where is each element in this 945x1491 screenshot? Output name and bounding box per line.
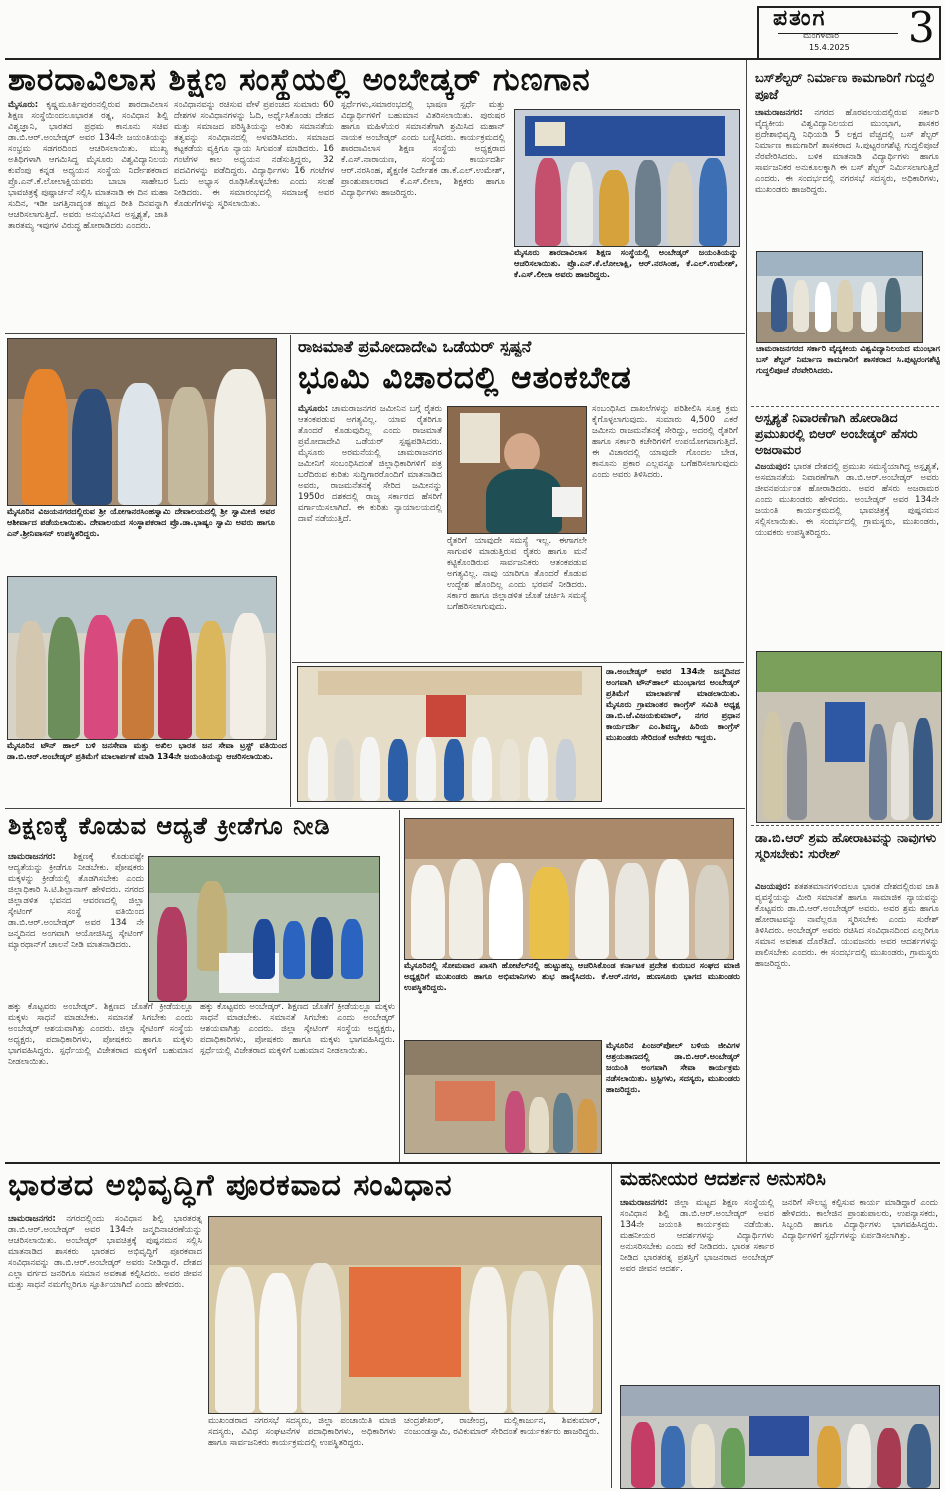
photo-townhall	[7, 576, 277, 740]
photo-shelter	[404, 1040, 602, 1154]
article-dateline: ಮೈಸೂರು:	[8, 100, 39, 110]
masthead-date: 15.4.2025	[809, 43, 850, 52]
article-dateline: ಚಾಮರಾಜನಗರ:	[8, 852, 56, 862]
article-headline: ಶಿಕ್ಷಣಕ್ಕೆ ಕೊಡುವ ಆದ್ಯತೆ ಕ್ರೀಡೆಗೂ ನೀಡಿ	[8, 812, 331, 840]
article-photo-skating	[148, 856, 380, 1002]
article-text-col2: ಜನರಿಗೆ ಸೌಲಭ್ಯ ಕಲ್ಪಿಸುವ ಕಾರ್ಯ ಮಾಡಿದ್ದಾರೆ ಎಂದು ಹೇಳಿದರು. ಕಾಲೇಜಿನ ಪ್ರಾಂಶುಪಾಲರು, ಉಪನ್ಯಾಸಕರು, ಸಿಬ್ಬಂದಿ ಹಾಗೂ ವಿದ್ಯಾರ್ಥಿಗಳು ಭಾಗವಹಿಸಿದ್ದರು. ವಿದ್ಯಾರ್ಥಿಗಳಿಗೆ ಸ್ಪರ್ಧೆಗಳನ್ನು ಏರ್ಪಡಿಸಲಾಗಿತ್ತು.	[782, 1198, 938, 1241]
article-photo-college	[620, 1385, 940, 1489]
photo-congress-statue	[297, 666, 602, 802]
article-text-col1	[8, 100, 168, 332]
article-headline: ಮಹನೀಯರ ಆದರ್ಶನ ಅನುಸರಿಸಿ	[620, 1168, 826, 1190]
article-dateline: ಮೈಸೂರು:	[298, 404, 329, 414]
article-text-col1: ಚಾಮರಾಜನಗರ: ನಗರದಲ್ಲಿಂದು ಸಂವಿಧಾನ ಶಿಲ್ಪಿ ಭಾರತರತ್ನ ಡಾ.ಬಿ.ಆರ್.ಅಂಬೇಡ್ಕರ್ ಅವರ 134ನೇ ಜನ್ಮದಿನಾಚರಣೆಯನ್ನು ಆಚರಿಸಲಾಯಿತು. ಅಂಬೇಡ್ಕರ್ ಭಾವಚಿತ್ರಕ್ಕೆ ಪುಷ್ಪನಮನ ಸಲ್ಲಿಸಿ ಮಾತನಾಡಿದ ಶಾಸಕರು ಭಾರತದ ಅಭಿವೃದ್ಧಿಗೆ ಪೂರಕವಾದ ಸಂವಿಧಾನವನ್ನು ಡಾ.ಬಿ.ಆರ್.ಅಂಬೇಡ್ಕರ್ ಅವರು ನೀಡಿದ್ದಾರೆ. ದೇಶದ ಎಲ್ಲಾ ವರ್ಗದ ಜನರಿಗೂ ಸಮಾನ ಅವಕಾಶ ಕಲ್ಪಿಸಿದರು. ಅವರ ಜೀವನ ಮತ್ತು ಸಾಧನೆ ನಮಗೆಲ್ಲರಿಗೂ ಸ್ಫೂರ್ತಿಯಾಗಿದೆ ಎಂದು ಹೇಳಿದರು.	[8, 1214, 202, 1290]
photo-birthday	[404, 818, 734, 960]
article-dateline: ಚಾಮರಾಜನಗರ:	[755, 108, 803, 118]
article-text-col3: ಸ್ಪರ್ಧೆಗಳು,ಸಮಾರಂಭದಲ್ಲಿ ಭಾಷಣ ಸ್ಪರ್ಧೆ ಮತ್ತು ವಿದ್ಯಾರ್ಥಿಗಳಿಗೆ ಬಹುಮಾನ ವಿತರಿಸಲಾಯಿತು. ಪುರುಷರ ಹಾಗೂ ಮಹಿಳೆಯರ ಸಮಾನತೆಗಾಗಿ ಶ್ರಮಿಸಿದ ಮಹಾನ್ ನಾಯಕ ಅಂಬೇಡ್ಕರ್ ಎಂದು ಬಣ್ಣಿಸಿದರು. ಕಾರ್ಯಕ್ರಮದಲ್ಲಿ ಶಾರದಾವಿಲಾಸ ಶಿಕ್ಷಣ ಸಂಸ್ಥೆಯ ಅಧ್ಯಕ್ಷರಾದ ಕೆ.ಎಸ್.ನಾರಾಯಣ, ಸಂಸ್ಥೆಯ ಕಾರ್ಯದರ್ಶಿ ಆರ್.ನರಸಿಂಹ, ಶೈಕ್ಷಣಿಕ ನಿರ್ದೇಶಕ ಡಾ.ಕೆ.ಎಲ್.ಉಮೇಶ್, ಪ್ರಾಂಶುಪಾಲರಾದ ಕೆ.ಎಸ್.ಲೀಲಾ, ಶಿಕ್ಷಕರು ಹಾಗೂ ವಿದ್ಯಾರ್ಥಿಗಳು ಹಾಜರಿದ್ದರು.	[341, 100, 505, 198]
article-text-col3: ಚಂದ್ರಶೇಖರ್, ರಾಜೇಂದ್ರ, ಮಲ್ಲಿಕಾರ್ಜುನ, ಶಿವಕುಮಾರ್, ನಂಜುಂಡಸ್ವಾಮಿ, ರವಿಕುಮಾರ್ ಸೇರಿದಂತೆ ಕಾರ್ಯಕರ್ತರು ಹಾಜರಿದ್ದರು.	[404, 1416, 600, 1437]
article-text-col1: ಚಾಮರಾಜನಗರ: ಜಿಲ್ಲಾ ಮಟ್ಟದ ಶಿಕ್ಷಣ ಸಂಸ್ಥೆಯಲ್ಲಿ ಸಂವಿಧಾನ ಶಿಲ್ಪಿ ಡಾ.ಬಿ.ಆರ್.ಅಂಬೇಡ್ಕರ್ ಅವರ 134ನೇ ಜಯಂತಿ ಕಾರ್ಯಕ್ರಮ ನಡೆಯಿತು. ಮಹನೀಯರ ಆದರ್ಶಗಳನ್ನು ವಿದ್ಯಾರ್ಥಿಗಳು ಅನುಸರಿಸಬೇಕು ಎಂದು ಕರೆ ನೀಡಿದರು. ಭಾರತ ಸರ್ಕಾರ ನೀಡಿದ ಭಾರತರತ್ನ ಪ್ರಶಸ್ತಿಗೆ ಭಾಜನರಾದ ಅಂಬೇಡ್ಕರ್ ಅವರ ಜೀವನ ಆದರ್ಶ.	[620, 1198, 774, 1274]
newspaper-title: ಪತಂಗ	[773, 6, 827, 31]
article-headline: ಶಾರದಾವಿಲಾಸ ಶಿಕ್ಷಣ ಸಂಸ್ಥೆಯಲ್ಲಿ ಅಂಬೇಡ್ಕರ್ ಗುಣಗಾನ	[8, 62, 591, 98]
article-text-col2: ರೈತರಿಗೆ ಯಾವುದೇ ಸಮಸ್ಯೆ ಇಲ್ಲ. ಈಗಾಗಲೇ ಸಾಗುವಳಿ ಮಾಡುತ್ತಿರುವ ರೈತರು ಹಾಗೂ ಮನೆ ಕಟ್ಟಿಕೊಂಡಿರುವ ಸಾರ್ವಜನಿಕರು ಆತಂಕಪಡುವ ಅಗತ್ಯವಿಲ್ಲ. ನಾವು ಯಾರಿಗೂ ತೊಂದರೆ ಕೊಡುವ ಉದ್ದೇಶ ಹೊಂದಿಲ್ಲ ಎಂದು ಭರವಸೆ ನೀಡಿದರು. ಸರ್ಕಾರ ಹಾಗೂ ಜಿಲ್ಲಾಡಳಿತ ಜೊತೆ ಚರ್ಚಿಸಿ ಸಮಸ್ಯೆ ಬಗೆಹರಿಸಲಾಗುವುದು.	[447, 536, 587, 612]
article-text-col3: ಸಂಬಂಧಿಸಿದ ದಾಖಲೆಗಳನ್ನು ಪರಿಶೀಲಿಸಿ ಸೂಕ್ತ ಕ್ರಮ ಕೈಗೊಳ್ಳಲಾಗುವುದು. ಸುಮಾರು 4,500 ಎಕರೆ ಜಮೀನು ರಾಜಮನೆತನಕ್ಕೆ ಸೇರಿದ್ದು, ಅದರಲ್ಲಿ ರೈತರಿಗೆ ಹಾಗೂ ಸರ್ಕಾರಿ ಕಚೇರಿಗಳಿಗೆ ಉಪಯೋಗವಾಗುತ್ತಿದೆ. ಈ ವಿಚಾರದಲ್ಲಿ ಯಾವುದೇ ಗೊಂದಲ ಬೇಡ, ಕಾನೂನು ಪ್ರಕಾರ ಎಲ್ಲವನ್ನೂ ಬಗೆಹರಿಸಲಾಗುವುದು ಎಂದು ಅವರು ತಿಳಿಸಿದರು.	[592, 404, 738, 480]
page-number: 3	[908, 3, 935, 52]
article-dateline: ವಿಜಯಪುರ:	[755, 882, 791, 892]
article-text: ಚಾಮರಾಜನಗರ: ನಗರದ ಹೊರವಲಯದಲ್ಲಿರುವ ಸರ್ಕಾರಿ ವೈದ್ಯಕೀಯ ವಿಶ್ವವಿದ್ಯಾನಿಲಯದ ಮುಂಭಾಗ, ಶಾಸಕರ ಪ್ರದೇಶಾಭಿವೃದ್ಧಿ ನಿಧಿಯಡಿ 5 ಲಕ್ಷದ ವೆಚ್ಚದಲ್ಲಿ ಬಸ್ ಶೆಲ್ಟರ್ ನಿರ್ಮಾಣ ಕಾಮಗಾರಿಗೆ ಶಾಸಕರಾದ ಸಿ.ಪುಟ್ಟರಂಗಶೆಟ್ಟಿ ಗುದ್ದಲಿಪೂಜೆ ನೆರವೇರಿಸಿದರು. ಬಳಿಕ ಮಾತನಾಡಿ ವಿದ್ಯಾರ್ಥಿಗಳು ಹಾಗೂ ಸಾರ್ವಜನಿಕರ ಅನುಕೂಲಕ್ಕಾಗಿ ಈ ಬಸ್ ಶೆಲ್ಟರ್ ನಿರ್ಮಿಸಲಾಗುತ್ತಿದೆ ಎಂದರು. ಈ ಸಂದರ್ಭದಲ್ಲಿ ನಗರಸಭೆ ಸದಸ್ಯರು, ಅಧಿಕಾರಿಗಳು, ಮುಖಂಡರು ಹಾಜರಿದ್ದರು.	[755, 108, 939, 195]
article-photo-tribute	[756, 651, 942, 823]
photo-caption: ಮೈಸೂರಿನ ಪಿಂಜರ್‌ಪೋಲ್ ಬಳಿಯ ಜೀವಿಗಳ ಆಶ್ರಯತಾಣದಲ್ಲಿ ಡಾ.ಬಿ.ಆರ್.ಅಂಬೇಡ್ಕರ್ ಜಯಂತಿ ಅಂಗವಾಗಿ ಸೇವಾ ಕಾರ್ಯಕ್ರಮ ನಡೆಸಲಾಯಿತು. ಟ್ರಸ್ಟಿಗಳು, ಸದಸ್ಯರು, ಮುಖಂಡರು ಹಾಜರಿದ್ದರು.	[606, 1040, 740, 1094]
photo-caption: ಡಾ.ಅಂಬೇಡ್ಕರ್ ಅವರ 134ನೇ ಜನ್ಮದಿನದ ಅಂಗವಾಗಿ ಟೌನ್‌ಹಾಲ್ ಮುಂಭಾಗದ ಅಂಬೇಡ್ಕರ್ ಪ್ರತಿಮೆಗೆ ಮಾಲಾರ್ಪಣೆ ಮಾಡಲಾಯಿತು. ಮೈಸೂರು ಗ್ರಾಮಾಂತರ ಕಾಂಗ್ರೆಸ್ ಸಮಿತಿ ಅಧ್ಯಕ್ಷ ಡಾ.ಬಿ.ಜೆ.ವಿಜಯಕುಮಾರ್, ನಗರ ಪ್ರಧಾನ ಕಾರ್ಯದರ್ಶಿ ಎಂ.ಶಿವಣ್ಣ, ಹಿರಿಯ ಕಾಂಗ್ರೆಸ್ ಮುಖಂಡರು ಸೇರಿದಂತೆ ಅನೇಕರು ಇದ್ದರು.	[606, 666, 740, 742]
article-text-col2: ಮುಖಂಡರಾದ ನಗರಸಭೆ ಸದಸ್ಯರು, ಜಿಲ್ಲಾ ಪಂಚಾಯಿತಿ ಮಾಜಿ ಸದಸ್ಯರು, ವಿವಿಧ ಸಂಘಟನೆಗಳ ಪದಾಧಿಕಾರಿಗಳು, ಅಧಿಕಾರಿಗಳು ಹಾಗೂ ಸಾರ್ವಜನಿಕರು ಕಾರ್ಯಕ್ರಮದಲ್ಲಿ ಉಪಸ್ಥಿತರಿದ್ದರು.	[208, 1416, 396, 1448]
masthead-day: ಮಂಗಳವಾರ	[803, 31, 840, 41]
article-text-col2: ಹಕ್ಕು ಕೊಟ್ಟವರು ಅಂಬೇಡ್ಕರ್. ಶಿಕ್ಷಣದ ಜೊತೆಗೆ ಕ್ರೀಡೆಯಲ್ಲೂ ಮಕ್ಕಳು ಸಾಧನೆ ಮಾಡಬೇಕು. ಸಮಾನತೆ ಸಿಗಬೇಕು ಎಂದು ಅಂಬೇಡ್ಕರ್ ಆಶಯವಾಗಿತ್ತು ಎಂದರು. ಜಿಲ್ಲಾ ಸ್ಕೇಟಿಂಗ್ ಸಂಸ್ಥೆಯ ಅಧ್ಯಕ್ಷರು, ಪದಾಧಿಕಾರಿಗಳು, ಪೋಷಕರು ಹಾಗೂ ಮಕ್ಕಳು ಭಾಗವಹಿಸಿದ್ದರು. ಸ್ಪರ್ಧೆಯಲ್ಲಿ ವಿಜೇತರಾದ ಮಕ್ಕಳಿಗೆ ಬಹುಮಾನ ನೀಡಲಾಯಿತು.	[200, 1002, 395, 1056]
article-photo-site	[756, 251, 923, 343]
article-dateline: ಚಾಮರಾಜನಗರ:	[8, 1214, 56, 1224]
article-headline: ಡಾ.ಬಿ.ಆರ್ ಶ್ರಮ ಹೋರಾಟವನ್ನು ನಾವುಗಳು ಸ್ಮರಿಸಬೇಕು: ಸುರೇಶ್	[755, 830, 937, 861]
article-headline: ಬಸ್‌ಶೆಲ್ಟರ್ ನಿರ್ಮಾಣ ಕಾಮಗಾರಿಗೆ ಗುದ್ದಲಿ ಪೂಜೆ	[755, 71, 935, 103]
article-text-col1: ಮೈಸೂರು: ಚಾಮರಾಜನಗರ ಜಮೀನಿನ ಬಗ್ಗೆ ರೈತರು ಆತಂಕಪಡುವ ಅಗತ್ಯವಿಲ್ಲ. ಯಾವ ರೈತರಿಗೂ ತೊಂದರೆ ಕೊಡುವುದಿಲ್ಲ ಎಂದು ರಾಜಮಾತೆ ಪ್ರಮೋದಾದೇವಿ ಒಡೆಯರ್ ಸ್ಪಷ್ಟಪಡಿಸಿದರು. ಮೈಸೂರು ಅರಮನೆಯಲ್ಲಿ ಚಾಮರಾಜನಗರ ಜಮೀನಿಗೆ ಸಂಬಂಧಿಸಿದಂತೆ ಜಿಲ್ಲಾಧಿಕಾರಿಗಳಿಗೆ ಪತ್ರ ಬರೆದಿರುವ ಕುರಿತು ಸುದ್ದಿಗಾರರೊಂದಿಗೆ ಮಾತನಾಡಿದ ಅವರು, ರಾಜಮನೆತನಕ್ಕೆ ಸೇರಿದ ಜಮೀನನ್ನು 1950ರ ದಶಕದಲ್ಲಿ ರಾಜ್ಯ ಸರ್ಕಾರದ ಹೆಸರಿಗೆ ವರ್ಗಾಯಿಸಲಾಗಿದೆ. ಈ ಕುರಿತು ನ್ಯಾಯಾಲಯದಲ್ಲಿ ದಾವೆ ನಡೆಯುತ್ತಿದೆ.	[298, 404, 442, 524]
article-photo-portrait	[447, 406, 587, 534]
article-text: ವಿಜಯಪುರ: ಭಾರತ ದೇಶದಲ್ಲಿ ಪ್ರಮುಖ ಸಮಸ್ಯೆಯಾಗಿದ್ದ ಅಸ್ಪೃಶ್ಯತೆ, ಅಸಮಾನತೆಯ ನಿವಾರಣೆಗಾಗಿ ಡಾ.ಬಿ.ಆರ್.ಅಂಬೇಡ್ಕರ್ ಅವರು ಜೀವನಪರ್ಯಂತ ಹೋರಾಡಿದರು. ಅವರ ಹೆಸರು ಅಜರಾಮರ ಎಂದು ಮುಖಂಡರು ಹೇಳಿದರು. ಅಂಬೇಡ್ಕರ್ ಅವರ 134ನೇ ಜಯಂತಿ ಕಾರ್ಯಕ್ರಮದಲ್ಲಿ ಭಾವಚಿತ್ರಕ್ಕೆ ಪುಷ್ಪನಮನ ಸಲ್ಲಿಸಲಾಯಿತು. ಈ ಸಂದರ್ಭದಲ್ಲಿ ಗ್ರಾಮಸ್ಥರು, ಮುಖಂಡರು, ಯುವಕರು ಉಪಸ್ಥಿತರಿದ್ದರು.	[755, 462, 939, 538]
article-body: ಕೃಷ್ಣಮೂರ್ತಿಪುರಂನಲ್ಲಿರುವ ಶಾರದಾವಿಲಾಸ ಶಿಕ್ಷಣ ಸಂಸ್ಥೆಯಿಂದಲೂಭಾರತ ರತ್ನ, ಸಂವಿಧಾನ ಶಿಲ್ಪಿ ವಿಶ್ವಜ್ಞಾನಿ, ಭಾರತದ ಪ್ರಥಮ ಕಾನೂನು ಸಚಿವ ಡಾ.ಬಿ.ಆರ್.ಅಂಬೇಡ್ಕರ್ ಅವರ 134ನೇ ಜಯಂತಿಯನ್ನು ಸಂಭ್ರಮ ಸಡಗರದಿಂದ ಆಚರಿಸಲಾಯಿತು. ಮುಖ್ಯ ಅತಿಥಿಗಳಾಗಿ ಆಗಮಿಸಿದ್ದ ಮೈಸೂರು ವಿಶ್ವವಿದ್ಯಾನಿಲಯ ಕುವೆಂಪು ಕನ್ನಡ ಅಧ್ಯಯನ ಸಂಸ್ಥೆಯ ನಿರ್ದೇಶಕರಾದ ಪ್ರೊ.ಎನ್.ಕೆ.ಲೋಲಾಕ್ಷಿಯವರು ಬಾಬಾ ಸಾಹೇಬರ ಭಾವಚಿತ್ರಕ್ಕೆ ಪುಷ್ಪಾರ್ಚನೆ ಸಲ್ಲಿಸಿ ಮಾತನಾಡಿ ಈ ದಿನ ಮಹಾ ಸುದಿನ, ಇಡೀ ಜಗತ್ತಿನಾದ್ಯಂತ ಹಬ್ಬದ ರೀತಿ ದಿನವನ್ನಾಗಿ ಆಚರಿಸಲಾಗುತ್ತಿದೆ. ಅವರು ಅನುಭವಿಸಿದ ಅಸ್ಪೃಶ್ಯತೆ, ಜಾತಿ ತಾರತಮ್ಯ ಇವುಗಳ ವಿರುದ್ಧ ಹೋರಾಡಿದರು ಎಂದರು.	[8, 100, 168, 231]
article-dateline: ಚಾಮರಾಜನಗರ:	[620, 1198, 668, 1208]
article-photo-caption: ಮೈಸೂರು ಶಾರದಾವಿಲಾಸ ಶಿಕ್ಷಣ ಸಂಸ್ಥೆಯಲ್ಲಿ ಅಂಬೇಡ್ಕರ್ ಜಯಂತಿಯನ್ನು ಆಚರಿಸಲಾಯಿತು. ಪ್ರೊ.ಎನ್.ಕೆ.ಲೋಲಾಕ್ಷಿ, ಆರ್.ನರಸಿಂಹ, ಕೆ.ಎಲ್.ಉಮೇಶ್, ಕೆ.ಎಸ್.ಲೀಲಾ ಅವರು ಹಾಜರಿದ್ದರು.	[514, 247, 738, 279]
photo-temple	[7, 338, 277, 506]
photo-caption: ಮೈಸೂರಿನ ಟೌನ್ ಹಾಲ್ ಬಳಿ ಜನಸೇವಾ ಮತ್ತು ಅಖಿಲ ಭಾರತ ಜನ ಸೇವಾ ಟ್ರಸ್ಟ್ ವತಿಯಿಂದ ಡಾ.ಬಿ.ಆರ್.ಅಂಬೇಡ್ಕರ್ ಪ್ರತಿಮೆಗೆ ಮಾಲಾರ್ಪಣೆ ಮಾಡಿ 134ನೇ ಜಯಂತಿಯನ್ನು ಆಚರಿಸಲಾಯಿತು.	[7, 740, 287, 761]
article-headline: ಅಸ್ಪೃಶ್ಯತೆ ನಿವಾರಣೆಗಾಗಿ ಹೋರಾಡಿದ ಪ್ರಮುಖರಲ್ಲಿ ಬಿಆರ್ ಅಂಬೇಡ್ಕರ್ ಹೆಸರು ಅಜರಾಮರ	[755, 410, 918, 457]
article-photo-caption: ಚಾಮರಾಜನಗರದ ಸರ್ಕಾರಿ ವೈದ್ಯಕೀಯ ವಿಶ್ವವಿದ್ಯಾನಿಲಯದ ಮುಂಭಾಗ ಬಸ್ ಶೆಲ್ಟರ್ ನಿರ್ಮಾಣ ಕಾಮಗಾರಿಗೆ ಶಾಸಕರಾದ ಸಿ.ಪುಟ್ಟರಂಗಶೆಟ್ಟಿ ಗುದ್ದಲಿಪೂಜೆ ನೆರವೇರಿಸಿದರು.	[756, 343, 940, 375]
article-kicker: ರಾಜಮಾತೆ ಪ್ರಮೋದಾದೇವಿ ಒಡೆಯರ್ ಸ್ಪಷ್ಟನೆ	[298, 337, 532, 356]
article-photo-stage	[514, 109, 740, 247]
article-text-col1: ಚಾಮರಾಜನಗರ: ಶಿಕ್ಷಣಕ್ಕೆ ಕೊಡುವಷ್ಟೇ ಆದ್ಯತೆಯನ್ನು ಕ್ರೀಡೆಗೂ ನೀಡಬೇಕು. ಪೋಷಕರು ಮಕ್ಕಳನ್ನು ಕ್ರೀಡೆಯಲ್ಲಿ ತೊಡಗಿಸಬೇಕು ಎಂದು ಜಿಲ್ಲಾಧಿಕಾರಿ ಸಿ.ಟಿ.ಶಿಲ್ಪಾನಾಗ್ ಹೇಳಿದರು. ನಗರದ ಜಿಲ್ಲಾಡಳಿತ ಭವನದ ಆವರಣದಲ್ಲಿ ಜಿಲ್ಲಾ ಸ್ಕೇಟಿಂಗ್ ಸಂಸ್ಥೆ ವತಿಯಿಂದ ಡಾ.ಬಿ.ಆರ್.ಅಂಬೇಡ್ಕರ್ ಅವರ 134 ನೇ ಜನ್ಮದಿನದ ಅಂಗವಾಗಿ ಆಯೋಜಿಸಿದ್ದ ಸ್ಕೇಟಿಂಗ್ ಮ್ಯಾರಥಾನ್‌ಗೆ ಚಾಲನೆ ನೀಡಿ ಮಾತನಾಡಿದರು.	[8, 852, 144, 950]
top-rule	[5, 58, 940, 60]
photo-caption: ಮೈಸೂರಿನ ವಿಜಯನಗರದಲ್ಲಿರುವ ಶ್ರೀ ಯೋಗಾನರಸಿಂಹಸ್ವಾಮಿ ದೇವಾಲಯದಲ್ಲಿ ಶ್ರೀ ಸ್ವಾಮೀಜಿ ಅವರ ಆಶೀರ್ವಾದ ಪಡೆಯಲಾಯಿತು. ದೇವಾಲಯದ ಸಂಸ್ಥಾಪಕರಾದ ಪ್ರೊ.ಡಾ.ಭಾಷ್ಯಂ ಸ್ವಾಮಿ ಅವರು ಹಾಗೂ ಎನ್.ಶ್ರೀನಿವಾಸನ್ ಉಪಸ್ಥಿತರಿದ್ದರು.	[7, 506, 275, 538]
article-headline: ಭಾರತದ ಅಭಿವೃದ್ಧಿಗೆ ಪೂರಕವಾದ ಸಂವಿಧಾನ	[8, 1168, 453, 1203]
photo-caption: ಮೈಸೂರಿನಲ್ಲಿ ಸೋಮವಾರ ಖಾಸಗಿ ಹೋಟೆಲ್‌ನಲ್ಲಿ ಹುಟ್ಟುಹಬ್ಬ ಆಚರಿಸಿಕೊಂಡ ಕರ್ನಾಟಕ ಪ್ರದೇಶ ಕುರುಬರ ಸಂಘದ ಮಾಜಿ ಅಧ್ಯಕ್ಷರಿಗೆ ಮುಖಂಡರು ಹಾಗೂ ಅಭಿಮಾನಿಗಳು ಶುಭ ಹಾರೈಸಿದರು. ಕೆ.ಆರ್.ನಗರ, ಹುಣಸೂರು ಭಾಗದ ಮುಖಂಡರು ಉಪಸ್ಥಿತರಿದ್ದರು.	[404, 960, 740, 992]
article-text-col1b: ಹಕ್ಕು ಕೊಟ್ಟವರು ಅಂಬೇಡ್ಕರ್. ಶಿಕ್ಷಣದ ಜೊತೆಗೆ ಕ್ರೀಡೆಯಲ್ಲೂ ಮಕ್ಕಳು ಸಾಧನೆ ಮಾಡಬೇಕು. ಸಮಾನತೆ ಸಿಗಬೇಕು ಎಂದು ಅಂಬೇಡ್ಕರ್ ಆಶಯವಾಗಿತ್ತು ಎಂದರು. ಜಿಲ್ಲಾ ಸ್ಕೇಟಿಂಗ್ ಸಂಸ್ಥೆಯ ಅಧ್ಯಕ್ಷರು, ಪದಾಧಿಕಾರಿಗಳು, ಪೋಷಕರು ಹಾಗೂ ಮಕ್ಕಳು ಭಾಗವಹಿಸಿದ್ದರು. ಸ್ಪರ್ಧೆಯಲ್ಲಿ ವಿಜೇತರಾದ ಮಕ್ಕಳಿಗೆ ಬಹುಮಾನ ನೀಡಲಾಯಿತು.	[8, 1002, 193, 1067]
article-photo-constitution	[208, 1216, 602, 1414]
article-text: ವಿಜಯಪುರ: ಶತಶತಮಾನಗಳಿಂದಲೂ ಭಾರತ ದೇಶದಲ್ಲಿರುವ ಜಾತಿ ವ್ಯವಸ್ಥೆಯನ್ನು ಮೀರಿ ಸಮಾನತೆ ಹಾಗೂ ಸಾಮಾಜಿಕ ನ್ಯಾಯವನ್ನು ಕೊಟ್ಟವರು ಡಾ.ಬಿ.ಆರ್.ಅಂಬೇಡ್ಕರ್ ಅವರು. ಅವರ ಶ್ರಮ ಹಾಗೂ ಹೋರಾಟವನ್ನು ನಾವೆಲ್ಲರೂ ಸ್ಮರಿಸಬೇಕು ಎಂದು ಸುರೇಶ್ ತಿಳಿಸಿದರು. ಅಂಬೇಡ್ಕರ್ ಅವರು ರಚಿಸಿದ ಸಂವಿಧಾನದಿಂದ ಎಲ್ಲರಿಗೂ ಸಮಾನ ಅವಕಾಶ ದೊರೆತಿದೆ. ಯುವಜನರು ಅವರ ಆದರ್ಶಗಳನ್ನು ಪಾಲಿಸಬೇಕು ಎಂದರು. ಈ ಸಂದರ್ಭದಲ್ಲಿ ಮುಖಂಡರು, ಗ್ರಾಮಸ್ಥರು ಹಾಜರಿದ್ದರು.	[755, 882, 939, 969]
right-column-divider	[746, 60, 747, 1162]
article-text-col2: ಸಂವಿಧಾನವನ್ನು ರಚಿಸುವ ವೇಳೆ ಪ್ರಪಂಚದ ಸುಮಾರು 60 ದೇಶಗಳ ಸಂವಿಧಾನಗಳನ್ನು ಓದಿ, ಅರ್ಥೈಸಿಕೊಂಡು ದೇಶದ ಮತ್ತು ಸಮಾಜದ ಪರಿಸ್ಥಿತಿಯನ್ನು ಅರಿತು ಸಮಾನತೆಯ ತತ್ವವನ್ನು ಸಂವಿಧಾನದಲ್ಲಿ ಅಳವಡಿಸಿದರು. ಸಮಾಜದ ಕಟ್ಟಕಡೆಯ ವ್ಯಕ್ತಿಗೂ ನ್ಯಾಯ ಸಿಗುವಂತೆ ಮಾಡಿದರು. 16 ಗಂಟೆಗಳ ಕಾಲ ಅಧ್ಯಯನ ನಡೆಸುತ್ತಿದ್ದರು, 32 ಪದವಿಗಳನ್ನು ಪಡೆದಿದ್ದರು. ವಿದ್ಯಾರ್ಥಿಗಳು 16 ಗಂಟೆಗಳ ಓದು ಅಭ್ಯಾಸ ರೂಢಿಸಿಕೊಳ್ಳಬೇಕು ಎಂದು ಸಲಹೆ ನೀಡಿದರು. ಈ ಸಮಾರಂಭದಲ್ಲಿ ಸಮಾಜಕ್ಕೆ ಅವರ ಕೊಡುಗೆಗಳನ್ನು ಸ್ಮರಿಸಲಾಯಿತು.	[174, 100, 334, 209]
article-dateline: ವಿಜಯಪುರ:	[755, 462, 791, 472]
article-headline: ಭೂಮಿ ವಿಚಾರದಲ್ಲಿ ಆತಂಕಬೇಡ	[298, 360, 632, 396]
